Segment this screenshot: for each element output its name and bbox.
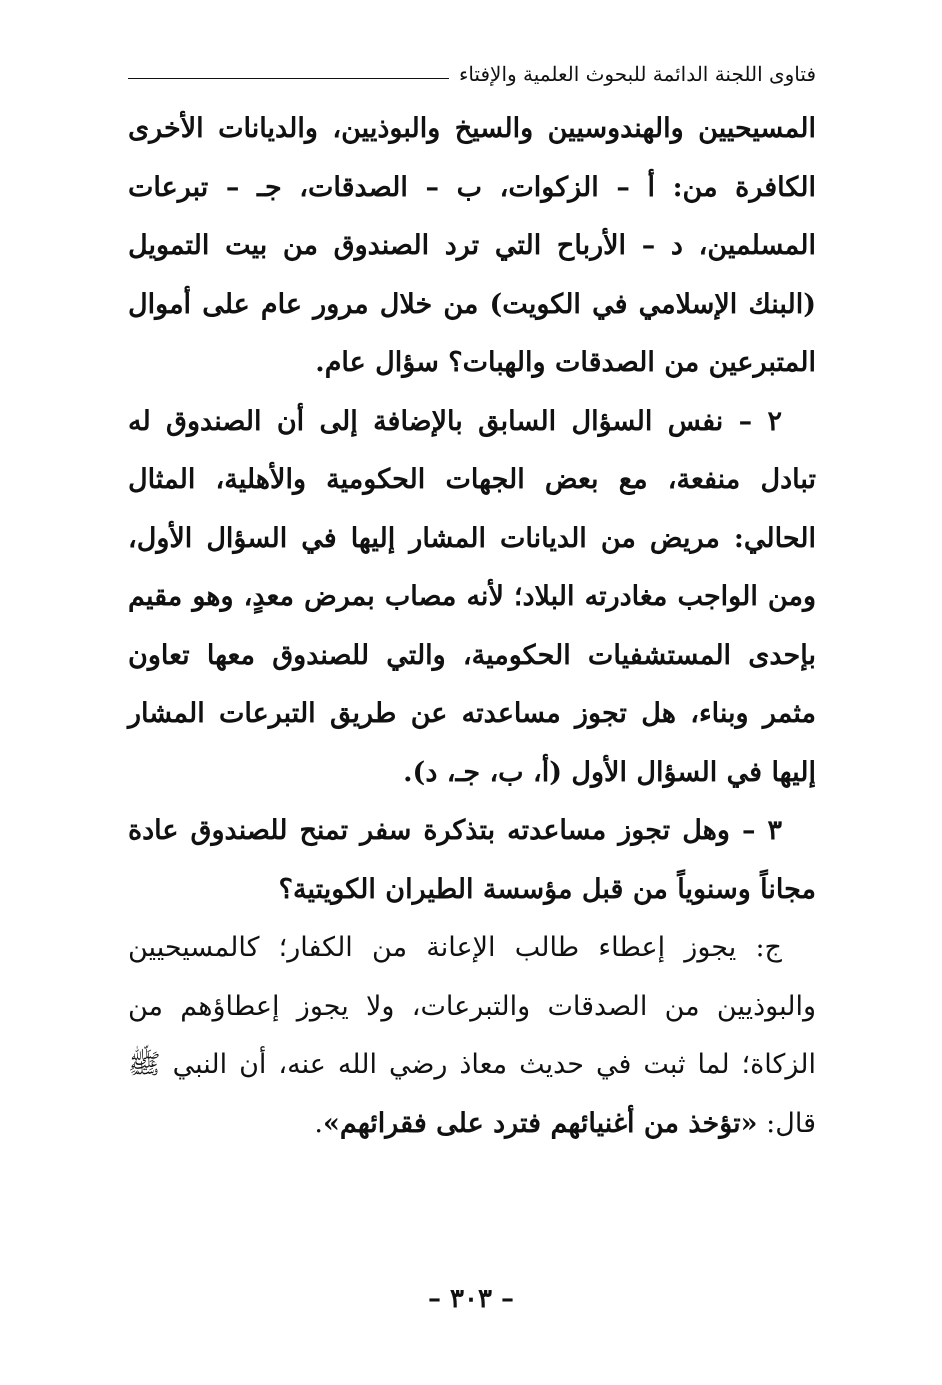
body-text [128,100,816,1153]
question-1-continuation: المسيحيين والهندوسيين والسيخ والبوذيين، والديانات الأخرى الكافرة من: أ – الزكوات، ب – الصدقات، جـ – تبرعات المسلمين، د – الأرباح التي ترد الصندوق من بيت التمويل (البنك الإسلامي في الكويت) من خلال مرور عام على أموال المتبرعين من الصدقات والهبات؟ سؤال عام. [128,113,816,378]
question-3: ٣ – وهل تجوز مساعدته بتذكرة سفر تمنح للصندوق عادة مجاناً وسنوياً من قبل مؤسسة الطيران الكويتية؟ [128,815,816,905]
answer-end: . [314,1107,323,1139]
answer-text: ج: يجوز إعطاء طالب الإعانة من الكفار؛ كالمسيحيين والبوذيين من الصدقات والتبرعات، ولا يجوز إعطاؤهم من الزكاة؛ لما ثبت في حديث معاذ رضي الله عنه، أن النبي ﷺ قال: [128,932,816,1139]
header-title: فتاوى اللجنة الدائمة للبحوث العلمية والإفتاء [458,62,816,86]
running-header [128,54,816,94]
hadith-quote: «تؤخذ من أغنيائهم فترد على فقرائهم» [322,1107,758,1139]
answer-paragraph [128,919,816,1153]
question-2: ٢ – نفس السؤال السابق بالإضافة إلى أن الصندوق له تبادل منفعة، مع بعض الجهات الحكومية والأهلية، المثال الحالي: مريض من الديانات المشار إليها في السؤال الأول، ومن الواجب مغادرته البلاد؛ لأنه مصاب بمرض معدٍ، وهو مقيم بإحدى المستشفيات الحكومية، والتي للصندوق معها تعاون مثمر وبناء، هل تجوز مساعدته عن طريق التبرعات المشار إليها في السؤال الأول (أ، ب، جـ، د). [128,405,816,788]
page-number: – ٣٠٣ – [427,1284,515,1314]
header-rule [128,78,449,79]
